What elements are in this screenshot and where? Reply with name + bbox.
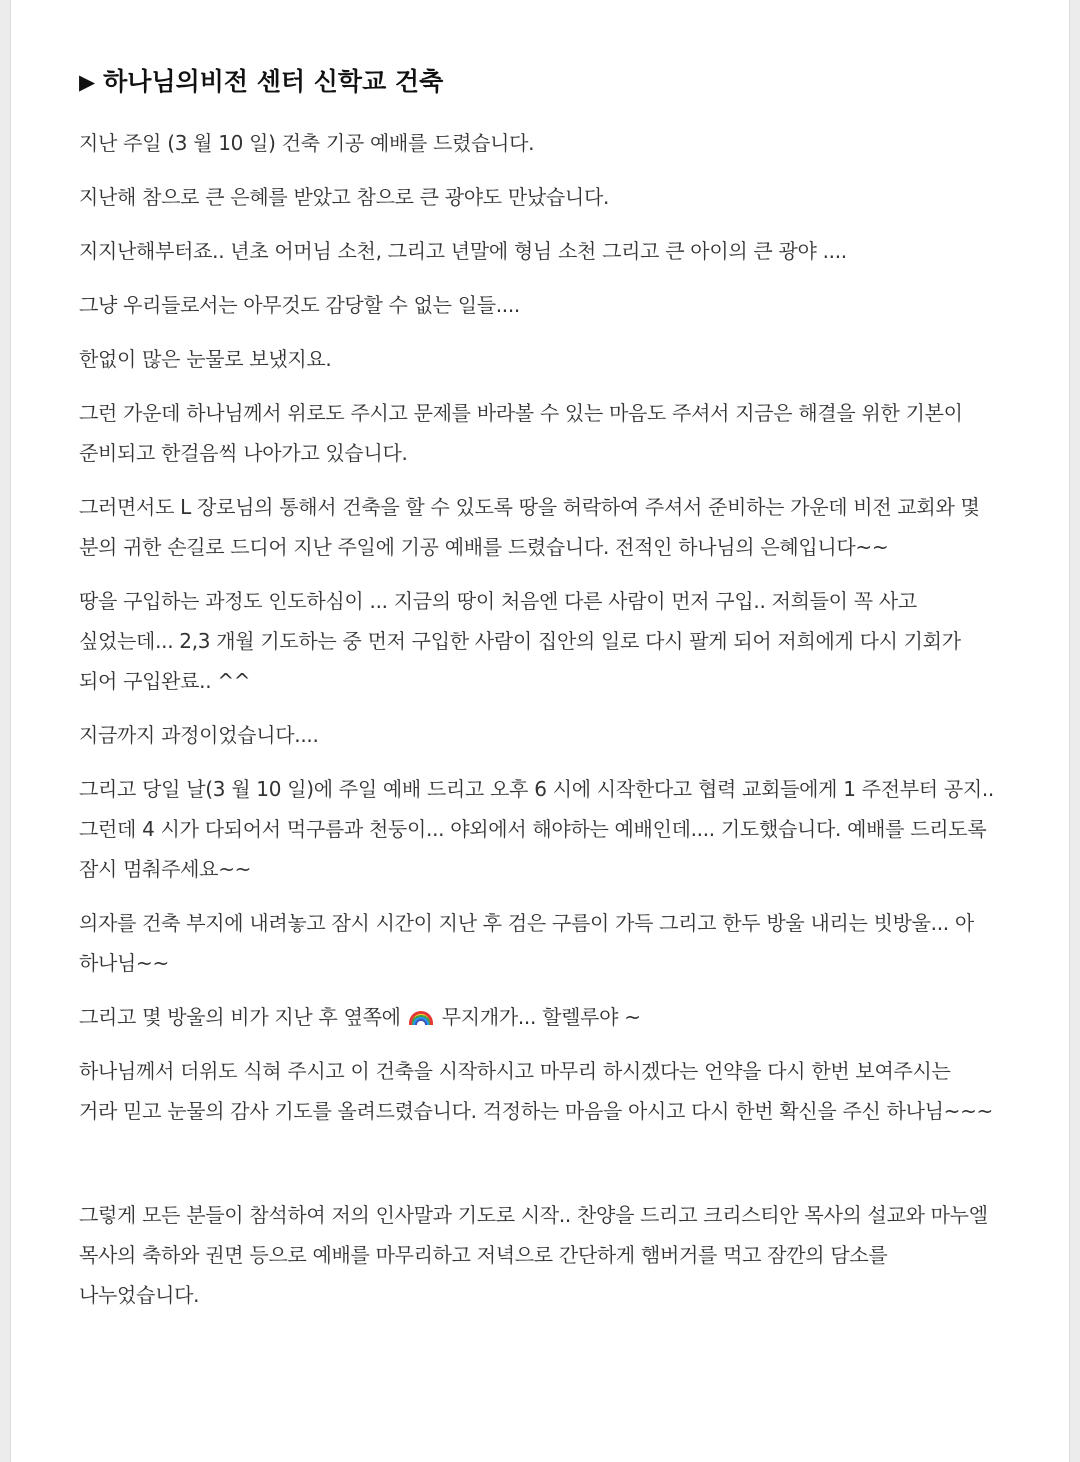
paragraph-8: 땅을 구입하는 과정도 인도하심이 ... 지금의 땅이 처음엔 다른 사람이 먼저 구입.. 저희들이 꼭 사고 싶었는데... 2,3 개월 기도하는 중 먼저 구입한 사람이 집안의 일로 다시 팔게 되어 저희에게 다시 기회가 되어 구입완료.. ^^ — [79, 589, 961, 693]
heading-title: 하나님의비전 센터 신학교 건축 — [103, 67, 444, 96]
rainbow-icon — [409, 1011, 433, 1025]
paragraph-1: 지난 주일 (3 월 10 일) 건축 기공 예배를 드렸습니다. — [79, 131, 535, 155]
paragraph-3: 지지난해부터죠.. 년초 어머님 소천, 그리고 년말에 형님 소천 그리고 큰 아이의 큰 광야 .... — [79, 239, 847, 263]
paragraph-4: 그냥 우리들로서는 아무것도 감당할 수 없는 일들.... — [79, 293, 520, 317]
triangle-marker-icon: ▶ — [79, 70, 96, 94]
paragraph-14: 그렇게 모든 분들이 참석하여 저의 인사말과 기도로 시작.. 찬양을 드리고 크리스티안 목사의 설교와 마누엘 목사의 축하와 권면 등으로 예배를 마무리하고 저녁으로 간단하게 햄버거를 먹고 잠깐의 담소를 나누었습니다. — [79, 1203, 988, 1307]
paragraph-11: 의자를 건축 부지에 내려놓고 잠시 시간이 지난 후 검은 구름이 가득 그리고 한두 방울 내리는 빗방울... 아 하나님~~ — [79, 911, 974, 975]
paragraph-10: 그리고 당일 날(3 월 10 일)에 주일 예배 드리고 오후 6 시에 시작한다고 협력 교회들에게 1 주전부터 공지.. 그런데 4 시가 다되어서 먹구름과 천둥이... 야외에서 해야하는 예배인데.... 기도했습니다. 예배를 드리도록 잠시 멈춰주세요~~ — [79, 777, 994, 881]
article-body — [79, 64, 994, 1329]
document-page — [10, 0, 1070, 1462]
article-heading — [79, 64, 994, 101]
paragraph-5: 한없이 많은 눈물로 보냈지요. — [79, 347, 332, 371]
paragraph-6: 그런 가운데 하나님께서 위로도 주시고 문제를 바라볼 수 있는 마음도 주셔서 지금은 해결을 위한 기본이 준비되고 한걸음씩 나아가고 있습니다. — [79, 401, 963, 465]
rainbow-line-after: 무지개가... 할렐루야 ~ — [441, 1005, 641, 1029]
paragraph-13: 하나님께서 더위도 식혀 주시고 이 건축을 시작하시고 마무리 하시겠다는 언약을 다시 한번 보여주시는 거라 믿고 눈물의 감사 기도를 올려드렸습니다. 걱정하는 마음을 아시고 다시 한번 확신을 주신 하나님~~~ — [79, 1059, 993, 1123]
rainbow-line-before: 그리고 몇 방울의 비가 지난 후 옆쪽에 — [79, 1005, 401, 1029]
paragraph-rainbow — [79, 997, 994, 1037]
paragraph-7: 그러면서도 L 장로님의 통해서 건축을 할 수 있도록 땅을 허락하여 주셔서 준비하는 가운데 비전 교회와 몇 분의 귀한 손길로 드디어 지난 주일에 기공 예배를 드렸습니다. 전적인 하나님의 은혜입니다~~ — [79, 495, 980, 559]
paragraph-2: 지난해 참으로 큰 은혜를 받았고 참으로 큰 광야도 만났습니다. — [79, 185, 610, 209]
paragraph-9: 지금까지 과정이었습니다.... — [79, 723, 319, 747]
